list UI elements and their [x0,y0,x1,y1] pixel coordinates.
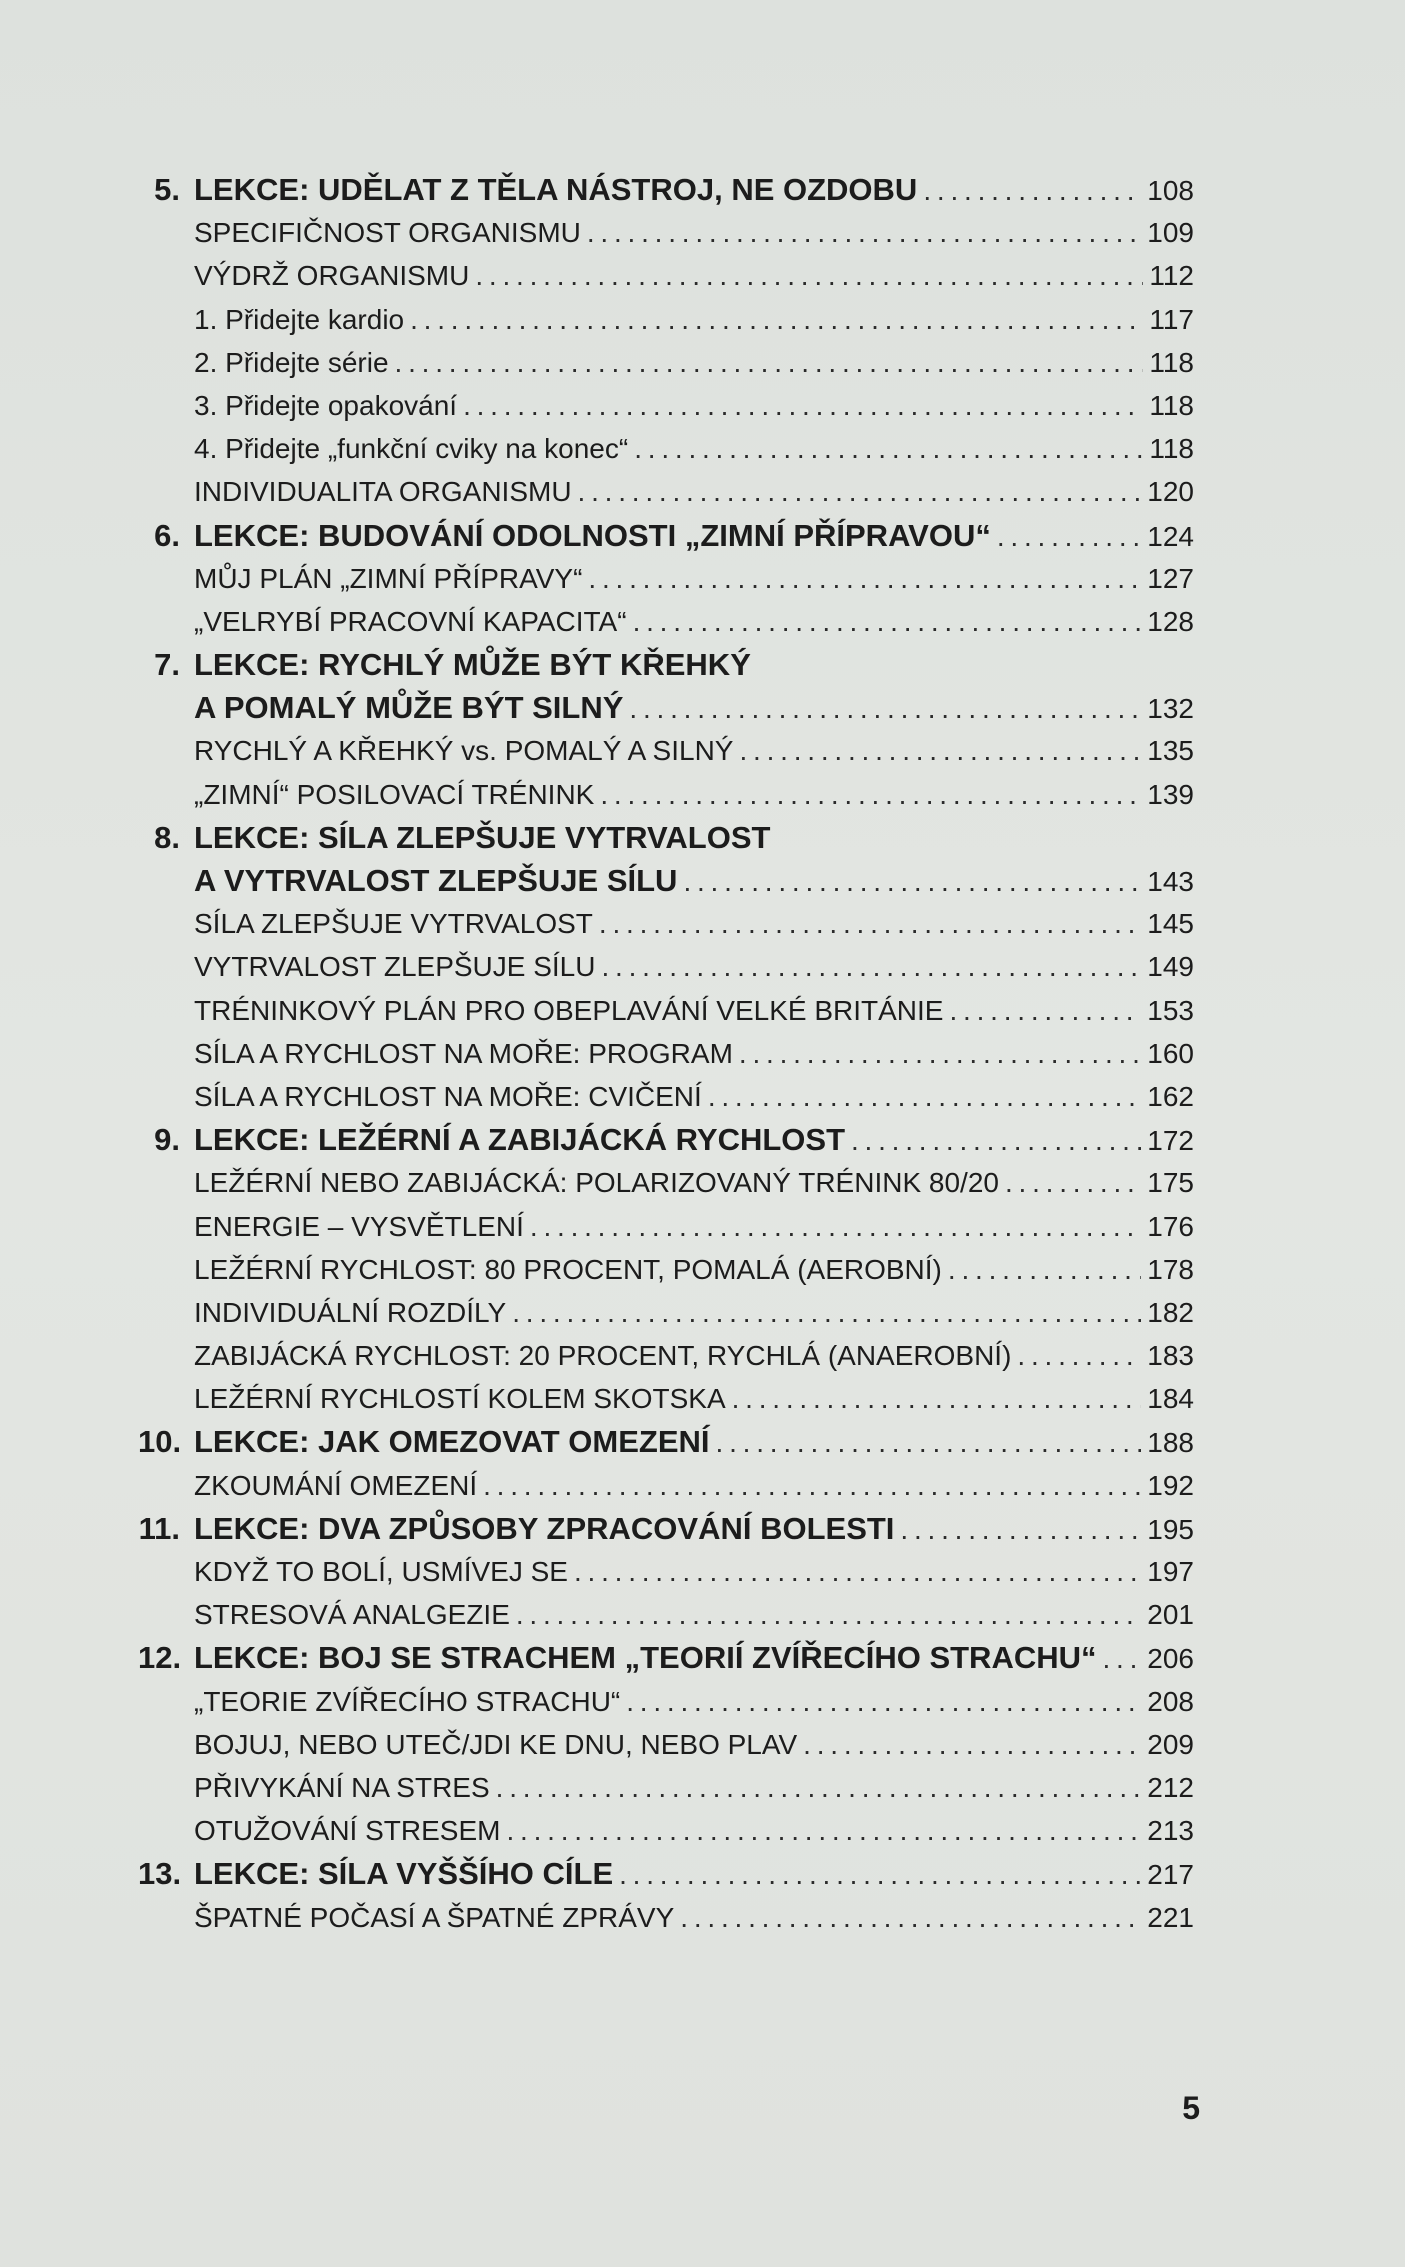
section-entry [138,773,1194,816]
entry-title: LEKCE: JAK OMEZOVAT OMEZENÍ [194,1424,710,1460]
dot-leader [949,989,1141,1032]
section-entry [138,1896,1194,1939]
entry-title: LEKCE: UDĚLAT Z TĚLA NÁSTROJ, NE OZDOBU [194,172,918,207]
chapter-number: 13. [138,1856,182,1892]
dot-leader [716,1421,1142,1464]
dot-leader [475,254,1143,297]
table-of-contents [138,168,1194,1939]
entry-page-number: 162 [1147,1080,1194,1112]
entry-page-number: 118 [1149,346,1194,378]
entry-title: INDIVIDUALITA ORGANISMU [194,476,572,508]
entry-page-number: 195 [1147,1513,1194,1545]
section-entry [138,1377,1194,1420]
dot-leader [395,341,1144,384]
entry-title: LEŽÉRNÍ NEBO ZABIJÁCKÁ: POLARIZOVANÝ TRÉNINK 80/20 [194,1167,999,1199]
dot-leader [803,1723,1141,1766]
entry-title: SÍLA ZLEPŠUJE VYTRVALOST [194,908,593,940]
entry-page-number: 124 [1147,520,1194,552]
dot-leader [739,729,1141,772]
entry-title: LEKCE: SÍLA VYŠŠÍHO CÍLE [194,1856,614,1892]
dot-leader [619,1853,1141,1896]
dot-leader [600,773,1141,816]
entry-page-number: 209 [1147,1728,1194,1760]
chapter-entry [138,1507,1194,1550]
entry-title: VÝDRŽ ORGANISMU [194,260,470,292]
dot-leader [599,902,1141,945]
section-entry [138,945,1194,988]
entry-page-number: 117 [1149,303,1194,335]
dot-leader [900,1508,1141,1551]
entry-page-number: 172 [1147,1125,1194,1157]
dot-leader [923,169,1141,212]
entry-page-number: 112 [1149,260,1194,292]
section-entry [138,1334,1194,1377]
entry-page-number: 213 [1147,1815,1194,1847]
section-entry [138,341,1194,384]
entry-page-number: 217 [1147,1859,1194,1891]
entry-page-number: 176 [1147,1210,1194,1242]
entry-title: MŮJ PLÁN „ZIMNÍ PŘÍPRAVY“ [194,562,583,594]
dot-leader [634,427,1143,470]
section-entry [138,211,1194,254]
dot-leader [708,1075,1141,1118]
dot-leader [506,1809,1141,1852]
entry-page-number: 160 [1147,1037,1194,1069]
section-entry [138,729,1194,772]
entry-title: VYTRVALOST ZLEPŠUJE SÍLU [194,951,596,983]
dot-leader [629,687,1141,730]
entry-page-number: 188 [1147,1427,1194,1459]
entry-page-number: 201 [1147,1599,1194,1631]
entry-page-number: 183 [1147,1340,1194,1372]
entry-page-number: 212 [1147,1771,1194,1803]
entry-page-number: 182 [1147,1296,1194,1328]
entry-title: LEŽÉRNÍ RYCHLOST: 80 PROCENT, POMALÁ (AEROBNÍ) [194,1253,942,1285]
entry-page-number: 145 [1147,908,1194,940]
section-entry [138,1075,1194,1118]
dot-leader [496,1766,1142,1809]
dot-leader [739,1032,1141,1075]
entry-title: 1. Přidejte kardio [194,303,405,335]
chapter-number: 7. [154,647,180,683]
entry-page-number: 197 [1147,1556,1194,1587]
entry-title: BOJUJ, NEBO UTEČ/JDI KE DNU, NEBO PLAV [194,1728,798,1760]
entry-page-number: 192 [1147,1469,1194,1501]
section-entry [138,1723,1194,1766]
entry-page-number: 127 [1147,562,1194,594]
entry-title: ŠPATNÉ POČASÍ A ŠPATNÉ ZPRÁVY [194,1901,675,1933]
chapter-entry [138,816,1194,859]
entry-title: LEKCE: BUDOVÁNÍ ODOLNOSTI „ZIMNÍ PŘÍPRAVOU“ [194,517,991,553]
section-entry [138,1291,1194,1334]
dot-leader [1017,1334,1141,1377]
entry-title: SÍLA A RYCHLOST NA MOŘE: PROGRAM [194,1037,733,1069]
entry-page-number: 108 [1147,175,1194,206]
entry-title: „TEORIE ZVÍŘECÍHO STRACHU“ [194,1685,621,1717]
section-entry [138,1680,1194,1723]
dot-leader [578,470,1142,513]
section-entry [138,1550,1194,1593]
entry-page-number: 153 [1147,994,1194,1026]
entry-title: SPECIFIČNOST ORGANISMU [194,217,581,249]
section-entry [138,384,1194,427]
dot-leader [483,1464,1141,1507]
entry-title: STRESOVÁ ANALGEZIE [194,1599,510,1631]
chapter-entry [138,1118,1194,1161]
section-entry [138,1205,1194,1248]
section-entry [138,1161,1194,1204]
entry-title: PŘIVYKÁNÍ NA STRES [194,1771,490,1803]
dot-leader [851,1119,1141,1162]
dot-leader [626,1680,1141,1723]
section-entry [138,557,1194,600]
chapter-entry [138,168,1194,211]
dot-leader [997,515,1141,558]
entry-title: SÍLA A RYCHLOST NA MOŘE: CVIČENÍ [194,1080,702,1112]
section-entry [138,254,1194,297]
entry-title: 4. Přidejte „funkční cviky na konec“ [194,433,629,465]
dot-leader [410,298,1143,341]
entry-title: 2. Přidejte série [194,346,389,378]
section-entry [138,1809,1194,1852]
entry-title: ZABIJÁCKÁ RYCHLOST: 20 PROCENT, RYCHLÁ (ANAEROBNÍ) [194,1340,1012,1372]
dot-leader [680,1896,1141,1939]
dot-leader [574,1550,1141,1593]
section-entry [138,298,1194,341]
chapter-number: 11. [138,1510,180,1546]
chapter-number: 5. [154,172,180,207]
chapter-entry [138,1420,1194,1463]
section-entry [138,1464,1194,1507]
chapter-entry [138,643,1194,686]
entry-title: LEKCE: RYCHLÝ MŮŽE BÝT KŘEHKÝ [194,647,751,683]
entry-page-number: 118 [1149,389,1194,421]
entry-page-number: 120 [1147,476,1194,508]
dot-leader [1005,1161,1141,1204]
chapter-number: 8. [154,819,180,855]
chapter-entry-continuation [138,859,1194,902]
entry-page-number: 206 [1147,1643,1194,1675]
entry-page-number: 135 [1147,735,1194,767]
section-entry [138,600,1194,643]
chapter-number: 12. [138,1640,182,1676]
dot-leader [516,1593,1141,1636]
section-entry [138,989,1194,1032]
entry-page-number: 221 [1147,1901,1194,1933]
section-entry [138,1766,1194,1809]
chapter-entry [138,1852,1194,1895]
entry-title: ZKOUMÁNÍ OMEZENÍ [194,1469,478,1501]
dot-leader [732,1377,1142,1420]
section-entry [138,1593,1194,1636]
entry-page-number: 132 [1147,693,1194,725]
chapter-number: 10. [138,1424,182,1460]
page-number: 5 [1182,2090,1200,2126]
chapter-entry [138,1636,1194,1679]
section-entry [138,1248,1194,1291]
dot-leader [587,211,1141,254]
chapter-number: 6. [154,517,180,553]
entry-page-number: 208 [1147,1685,1194,1717]
entry-page-number: 178 [1147,1253,1194,1285]
entry-title: 3. Přidejte opakování [194,389,458,421]
entry-title: „VELRYBÍ PRACOVNÍ KAPACITA“ [194,605,627,637]
section-entry [138,427,1194,470]
entry-title: KDYŽ TO BOLÍ, USMÍVEJ SE [194,1556,568,1587]
entry-page-number: 184 [1147,1383,1194,1415]
entry-title: LEKCE: BOJ SE STRACHEM „TEORIÍ ZVÍŘECÍHO STRACHU“ [194,1640,1097,1676]
entry-title: ENERGIE – VYSVĚTLENÍ [194,1210,524,1242]
entry-title: INDIVIDUÁLNÍ ROZDÍLY [194,1296,507,1328]
entry-title: „ZIMNÍ“ POSILOVACÍ TRÉNINK [194,778,595,810]
dot-leader [683,860,1141,903]
dot-leader [530,1205,1141,1248]
dot-leader [463,384,1143,427]
dot-leader [512,1291,1141,1334]
chapter-entry-continuation [138,686,1194,729]
entry-page-number: 109 [1147,217,1194,249]
entry-title: LEŽÉRNÍ RYCHLOSTÍ KOLEM SKOTSKA [194,1383,726,1415]
section-entry [138,1032,1194,1075]
entry-title: LEKCE: LEŽÉRNÍ A ZABIJÁCKÁ RYCHLOST [194,1122,845,1158]
entry-title: OTUŽOVÁNÍ STRESEM [194,1815,501,1847]
entry-page-number: 128 [1147,605,1194,637]
entry-page-number: 143 [1147,866,1194,897]
dot-leader [948,1248,1141,1291]
dot-leader [633,600,1142,643]
entry-page-number: 118 [1149,433,1194,465]
entry-title: LEKCE: DVA ZPŮSOBY ZPRACOVÁNÍ BOLESTI [194,1510,895,1546]
chapter-number: 9. [154,1122,180,1158]
entry-title: LEKCE: SÍLA ZLEPŠUJE VYTRVALOST [194,819,771,855]
dot-leader [588,557,1141,600]
section-entry [138,902,1194,945]
entry-page-number: 175 [1147,1167,1194,1199]
entry-page-number: 139 [1147,778,1194,810]
entry-title: TRÉNINKOVÝ PLÁN PRO OBEPLAVÁNÍ VELKÉ BRITÁNIE [194,994,944,1026]
entry-title: RYCHLÝ A KŘEHKÝ vs. POMALÝ A SILNÝ [194,735,734,767]
chapter-entry [138,514,1194,557]
dot-leader [1103,1637,1142,1680]
section-entry [138,470,1194,513]
entry-title: A POMALÝ MŮŽE BÝT SILNÝ [194,690,624,726]
entry-title: A VYTRVALOST ZLEPŠUJE SÍLU [194,863,678,898]
dot-leader [601,945,1141,988]
entry-page-number: 149 [1147,951,1194,983]
